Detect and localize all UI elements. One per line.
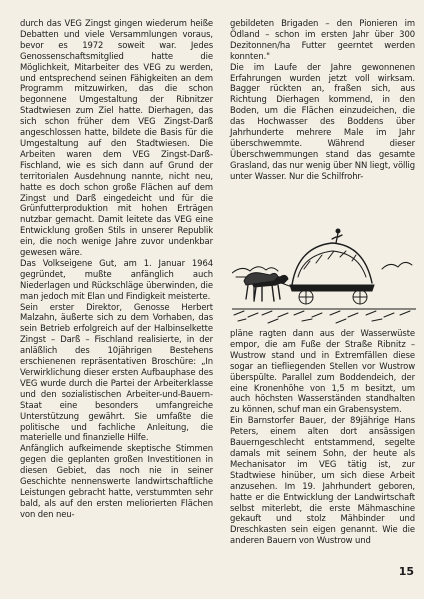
paragraph: pläne ragten dann aus der Wasserwüste empor, die am Fuße der Straße Ribnitz – Wustrow stand und in Extremfällen diese sogar an tiefliegenden Stellen vor Wustrow überspülte. Parallel zum Boddendeich, der eine Kronenhöhe von 1,5 m besitzt, um auch höchsten Wasserständen standhalten zu können, schuf man ein Grabensystem. — [230, 328, 415, 415]
right-text-column-bottom — [230, 328, 415, 546]
paragraph: durch das VEG Zingst gingen wiederum heiße Debatten und viele Versammlungen voraus, bevor es 1972 soweit war. Jedes Genossenschaftsmitglied hatte die Möglichkeit, Mitarbeiter des VEG zu werden, und entsprechend seinen Fähigkeiten an dem Programm mitzuwirken, das die schon begonnene Umgestaltung der Ribnitzer Stadtwiesen zum Ziel hatte. Dierhagen, das sich schon früher dem VEG Zingst-Darß angeschlossen hatte, bildete die Basis für die Umgestaltung auf den Stadtwiesen. Die Arbeiten waren dem VEG Zingst-Darß-Fischland, wie es sich dann auf Grund der territorialen Ausdehnung nannte, nicht neu, hatte es doch schon große Flächen auf dem Zingst und Darß eingedeicht und für die Grünfutterproduktion mit hohen Erträgen nutzbar gemacht. Damit leitete das VEG eine Entwicklung großen Stils in unserer Republik ein, die noch wenige Jahre zuvor undenkbar gewesen wäre. — [20, 18, 213, 258]
horse-drawn-hay-wagon-drawing-icon — [232, 225, 416, 325]
paragraph: Die im Laufe der Jahre gewonnenen Erfahrungen wurden jetzt voll wirksam. Bagger rückten an, fraßen sich, aus Richtung Dierhagen kommend, in den Boden, um die Flächen einzudeichen, die das Hochwasser des Boddens über Jahrhunderte mehrere Male im Jahr überschwemmte. Während dieser Überschwemmungen stand das gesamte Grasland, das nur wenig über NN liegt, völlig unter Wasser. Nur die Schilfrohr- — [230, 61, 415, 181]
paragraph: Ein Barnstorfer Bauer, der 89jährige Hans Peters, einem alten dort ansässigen Bauerngeschlecht entstammend, segelte damals mit seinem Sohn, der heute als Mechanisator im VEG tätig ist, zur Stadtwiese hinüber, um sich diese Arbeit anzusehen. Im 19. Jahrhundert geboren, hatte er die Entwicklung der Landwirtschaft selbst miterlebt, die erste Mähmaschine gekauft und stolz Mähbinder und Dreschkasten sein eigen genannt. Wie die anderen Bauern von Wustrow und — [230, 415, 415, 546]
page-number: 15 — [398, 565, 414, 578]
paragraph: gebildeten Brigaden – den Pionieren im Ödland – schon im ersten Jahr über 300 Dezitonnen/ha Futter geerntet werden konnten." — [230, 18, 415, 61]
paragraph: Das Volkseigene Gut, am 1. Januar 1964 gegründet, mußte anfänglich auch Niederlagen und Rückschläge überwinden, die man jedoch mit Elan und Findigkeit meisterte. — [20, 257, 213, 301]
left-text-column — [20, 18, 213, 520]
right-text-column-top — [230, 18, 415, 182]
paragraph: Anfänglich aufkeimende skeptische Stimmen gegen die geplanten großen Investitionen in diesen Gebiet, das noch nie in seiner Geschichte nennenswerte landwirtschaftliche Leistungen gebracht hatte, verstummten sehr bald, als auf den ersten meliorierten Flächen von den neu- — [20, 443, 213, 519]
paragraph: Sein erster Direktor, Genosse Herbert Malzahn, äußerte sich zu dem Vorhaben, das sein Betrieb erfolgreich auf der Halbinselkette Zingst – Darß – Fischland realisierte, in der anläßlich des 10jährigen Bestehens erschienenen repräsentativen Broschüre: „In Verwirklichung dieser ersten Aufbauphase des VEG wurde durch die Partei der Arbeiterklasse und den sozialistischen Arbeiter-und-Bauern-Staat eine besonders umfangreiche Unterstützung gewährt. Sie umfaßte die politische und fachliche Anleitung, die materielle und finanzielle Hilfe. — [20, 301, 213, 443]
